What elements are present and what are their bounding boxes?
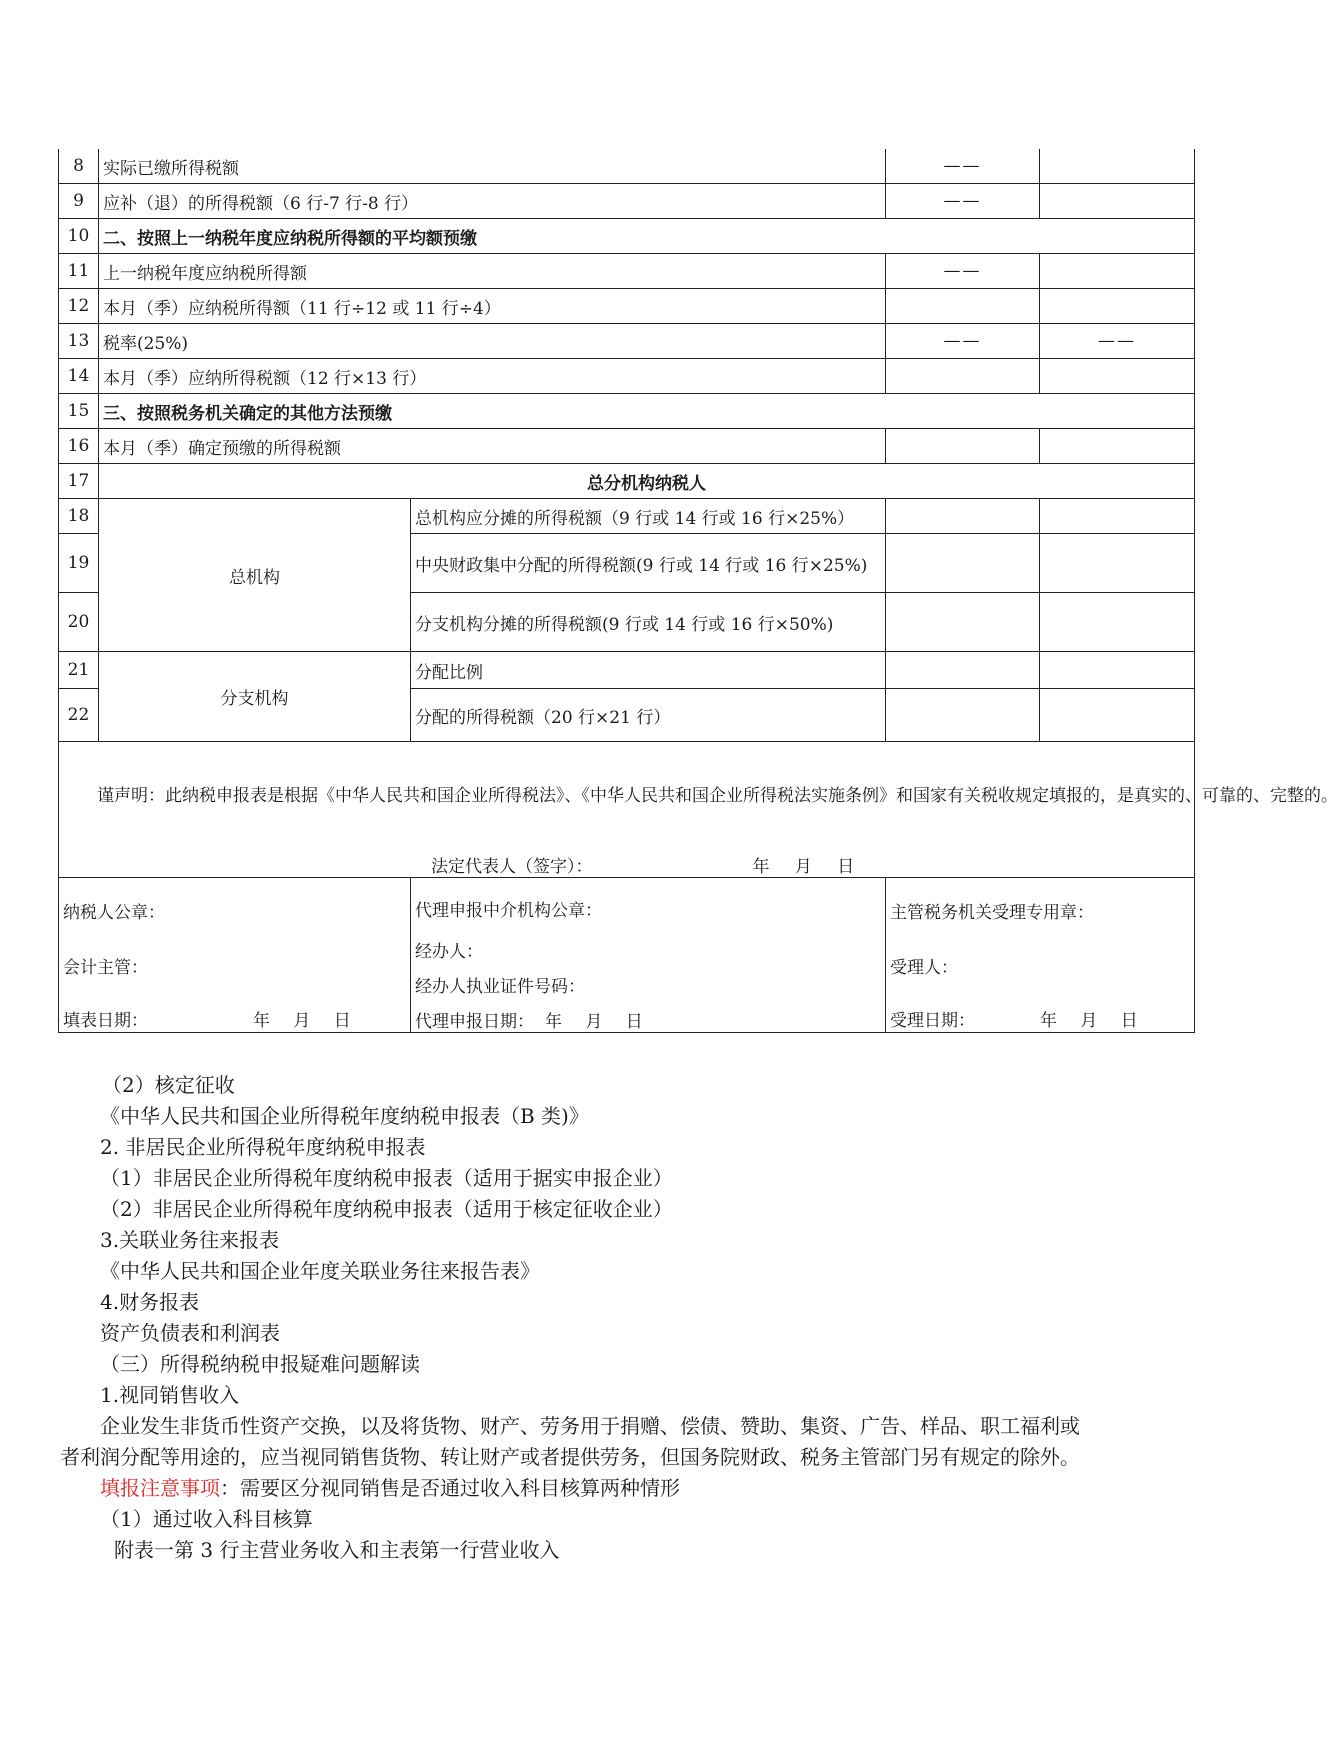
value-cell[interactable]: —— (886, 324, 1040, 359)
agent-handler-label: 经办人： (415, 942, 483, 962)
receiver-label: 受理人： (890, 957, 958, 978)
row-number: 9 (59, 184, 99, 219)
table-row (59, 219, 1195, 254)
signature-line (63, 852, 1190, 877)
paragraph: （1）通过收入科目核算 (100, 1507, 313, 1531)
row-label: 分支机构分摊的所得税额(9 行或 14 行或 16 行×50%) (411, 593, 886, 652)
row-number: 13 (59, 324, 99, 359)
row-label: 总机构应分摊的所得税额（9 行或 14 行或 16 行×25%） (411, 499, 886, 534)
section-heading: 二、按照上一纳税年度应纳税所得额的平均额预缴 (99, 219, 1195, 254)
row-number: 8 (59, 149, 99, 184)
value-cell[interactable] (1040, 534, 1195, 593)
taxpayer-seal-label: 纳税人公章： (63, 902, 165, 923)
note-label: 填报注意事项 (100, 1476, 220, 1500)
group-label-head-office: 总机构 (99, 499, 411, 652)
date-placeholder: 年 月 日 (752, 857, 855, 877)
value-cell[interactable]: —— (886, 149, 1040, 184)
row-number: 19 (59, 534, 99, 593)
date-placeholder: 年 月 日 (1040, 1010, 1138, 1031)
section-heading: 总分机构纳税人 (99, 464, 1195, 499)
tax-authority-seal-label: 主管税务机关受理专用章： (890, 902, 1094, 923)
body-text (60, 1070, 1210, 1566)
value-cell[interactable]: —— (886, 254, 1040, 289)
agent-date-label: 代理申报日期： (415, 1012, 534, 1032)
agent-license-label: 经办人执业证件号码： (415, 977, 585, 997)
row-label: 应补（退）的所得税额（6 行-7 行-8 行） (99, 184, 886, 219)
value-cell[interactable] (886, 534, 1040, 593)
paragraph: （1）非居民企业所得税年度纳税申报表（适用于据实申报企业） (100, 1166, 673, 1190)
value-cell[interactable] (886, 689, 1040, 742)
table-row (59, 429, 1195, 464)
value-cell[interactable]: —— (886, 184, 1040, 219)
value-cell[interactable] (1040, 184, 1195, 219)
paragraph: 4.财务报表 (100, 1290, 200, 1314)
row-number: 22 (59, 689, 99, 742)
date-placeholder: 年 月 日 (253, 1010, 351, 1031)
value-cell[interactable] (1040, 499, 1195, 534)
value-cell[interactable]: —— (1040, 324, 1195, 359)
declaration-text: 谨声明：此纳税申报表是根据《中华人民共和国企业所得税法》、《中华人民共和国企业所得税法实施条例》和国家有关税收规定填报的，是真实的、可靠的、完整的。 (97, 786, 1338, 806)
row-number: 20 (59, 593, 99, 652)
paragraph: 《中华人民共和国企业年度关联业务往来报告表》 (100, 1259, 540, 1283)
value-cell[interactable] (1040, 689, 1195, 742)
value-cell[interactable] (1040, 254, 1195, 289)
table-row (59, 289, 1195, 324)
paragraph: 《中华人民共和国企业所得税年度纳税申报表（B 类)》 (100, 1104, 589, 1128)
paragraph: 企业发生非货币性资产交换，以及将货物、财产、劳务用于捐赠、偿债、赞助、集资、广告、样品、职工福利或 (100, 1414, 1080, 1438)
paragraph: 附表一第 3 行主营业务收入和主表第一行营业收入 (114, 1538, 560, 1562)
paragraph: 者利润分配等用途的，应当视同销售货物、转让财产或者提供劳务，但国务院财政、税务主管部门另有规定的除外。 (60, 1445, 1080, 1469)
tax-authority-seal-cell (886, 878, 1195, 1033)
statement-row (59, 742, 1195, 878)
table-row (59, 394, 1195, 429)
paragraph: 1.视同销售收入 (100, 1383, 240, 1407)
value-cell[interactable] (1040, 652, 1195, 689)
table-row (59, 652, 1195, 689)
paragraph: 2. 非居民企业所得税年度纳税申报表 (100, 1135, 426, 1159)
paragraph: 资产负债表和利润表 (100, 1321, 280, 1345)
row-label: 上一纳税年度应纳税所得额 (99, 254, 886, 289)
row-label: 税率(25%) (99, 324, 886, 359)
table-row (59, 464, 1195, 499)
value-cell[interactable] (886, 359, 1040, 394)
fill-date-label: 填表日期： (63, 1010, 148, 1031)
tax-form-table (58, 149, 1338, 1033)
row-label: 本月（季）应纳税所得额（11 行÷12 或 11 行÷4） (99, 289, 886, 324)
row-label: 本月（季）确定预缴的所得税额 (99, 429, 886, 464)
row-number: 11 (59, 254, 99, 289)
table-row (59, 184, 1195, 219)
paragraph: （三）所得税纳税申报疑难问题解读 (100, 1352, 420, 1376)
paragraph: （2）核定征收 (102, 1073, 235, 1097)
declaration-cell (59, 742, 1338, 878)
value-cell[interactable] (1040, 359, 1195, 394)
row-label: 实际已缴所得税额 (99, 149, 886, 184)
accounting-supervisor-label: 会计主管： (63, 957, 148, 978)
value-cell[interactable] (886, 499, 1040, 534)
table-row (59, 149, 1195, 184)
value-cell[interactable] (886, 593, 1040, 652)
paragraph (100, 1473, 1210, 1504)
agent-seal-cell (411, 878, 886, 1033)
value-cell[interactable] (886, 652, 1040, 689)
row-label: 分配比例 (411, 652, 886, 689)
agent-seal-label: 代理申报中介机构公章： (415, 901, 602, 921)
row-label: 中央财政集中分配的所得税额(9 行或 14 行或 16 行×25%) (411, 534, 886, 593)
row-number: 14 (59, 359, 99, 394)
row-number: 16 (59, 429, 99, 464)
table-row (59, 324, 1195, 359)
section-heading: 三、按照税务机关确定的其他方法预缴 (99, 394, 1195, 429)
row-number: 15 (59, 394, 99, 429)
row-label: 分配的所得税额（20 行×21 行） (411, 689, 886, 742)
footer-row (59, 878, 1195, 1033)
value-cell[interactable] (1040, 429, 1195, 464)
value-cell[interactable] (886, 289, 1040, 324)
row-number: 21 (59, 652, 99, 689)
value-cell[interactable] (1040, 593, 1195, 652)
row-number: 12 (59, 289, 99, 324)
row-number: 10 (59, 219, 99, 254)
note-text: ：需要区分视同销售是否通过收入科目核算两种情形 (220, 1476, 680, 1500)
row-number: 17 (59, 464, 99, 499)
group-label-branch: 分支机构 (99, 652, 411, 742)
paragraph: （2）非居民企业所得税年度纳税申报表（适用于核定征收企业） (100, 1197, 673, 1221)
row-number: 18 (59, 499, 99, 534)
table-row (59, 499, 1195, 534)
legal-rep-label: 法定代表人（签字）： (431, 857, 593, 877)
date-placeholder: 年 月 日 (545, 1012, 643, 1032)
table-row (59, 254, 1195, 289)
paragraph: 3.关联业务往来报表 (100, 1228, 280, 1252)
row-label: 本月（季）应纳所得税额（12 行×13 行） (99, 359, 886, 394)
receipt-date-label: 受理日期： (890, 1010, 975, 1031)
value-cell[interactable] (1040, 149, 1195, 184)
taxpayer-seal-cell (59, 878, 411, 1033)
value-cell[interactable] (886, 429, 1040, 464)
value-cell[interactable] (1040, 289, 1195, 324)
table-row (59, 359, 1195, 394)
